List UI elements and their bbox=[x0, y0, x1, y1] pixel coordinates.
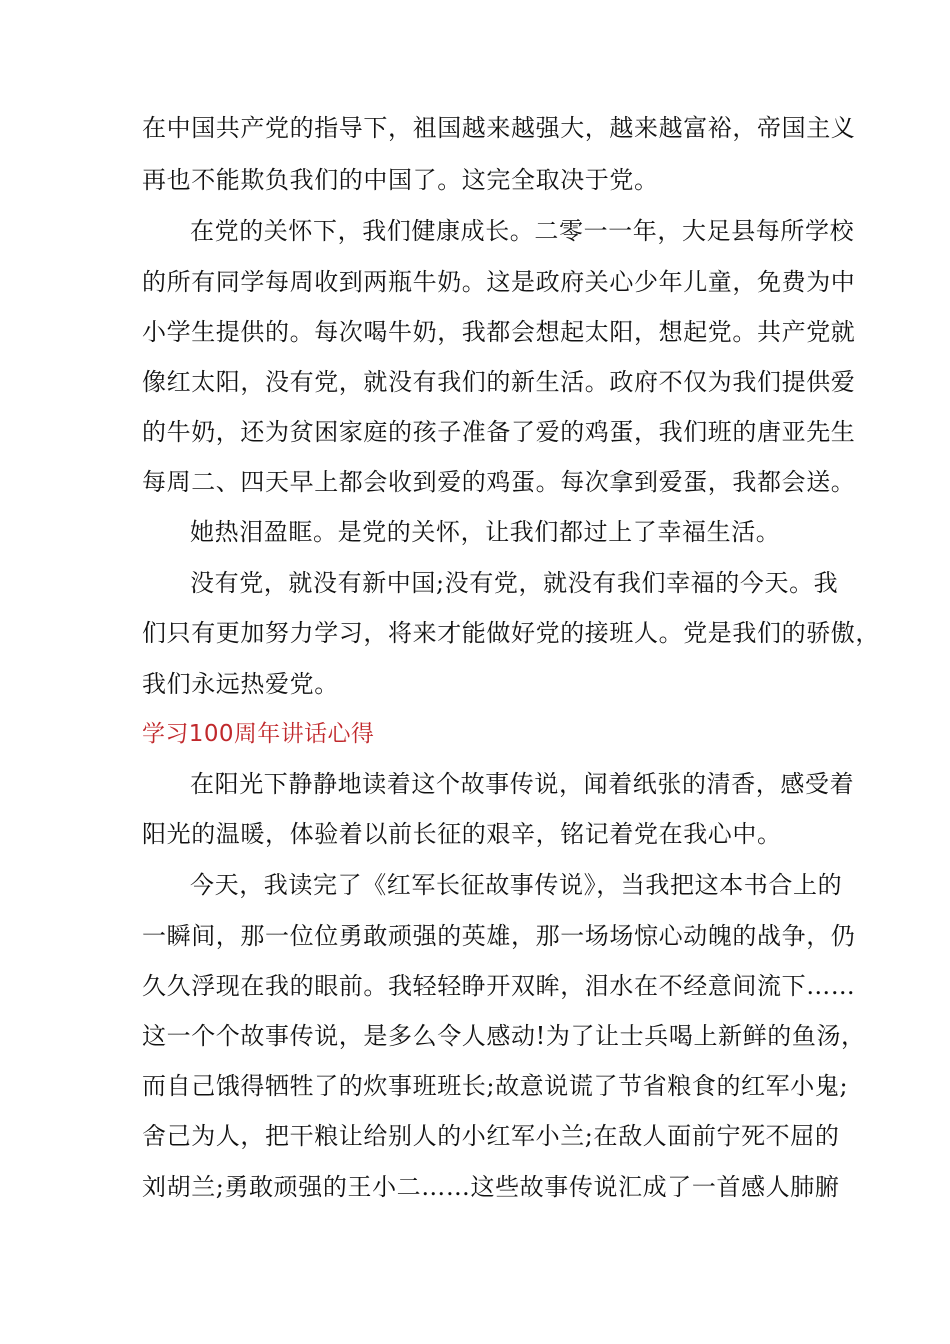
section-heading: 学习100周年讲话心得 bbox=[142, 721, 375, 747]
paragraph-line: 的牛奶，还为贫困家庭的孩子准备了爱的鸡蛋，我们班的唐亚先生 bbox=[142, 418, 856, 446]
paragraph-line: 在阳光下静静地读着这个故事传说，闻着纸张的清香，感受着 bbox=[190, 770, 855, 798]
paragraph-line: 在党的关怀下，我们健康成长。二零一一年，大足县每所学校 bbox=[190, 217, 855, 245]
paragraph-line: 每周二、四天早上都会收到爱的鸡蛋。每次拿到爱蛋，我都会送。 bbox=[142, 468, 856, 496]
paragraph-line: 我们永远热爱党。 bbox=[142, 670, 339, 698]
paragraph-line: 久久浮现在我的眼前。我轻轻睁开双眸，泪水在不经意间流下…… bbox=[142, 972, 856, 1000]
paragraph-line: 在中国共产党的指导下，祖国越来越强大，越来越富裕，帝国主义 bbox=[142, 114, 856, 142]
paragraph-line: 小学生提供的。每次喝牛奶，我都会想起太阳，想起党。共产党就 bbox=[142, 318, 856, 346]
paragraph-line: 而自己饿得牺牲了的炊事班班长;故意说谎了节省粮食的红军小鬼; bbox=[142, 1072, 849, 1100]
paragraph-line: 刘胡兰;勇敢顽强的王小二……这些故事传说汇成了一首感人肺腑 bbox=[142, 1173, 840, 1201]
paragraph-line: 没有党，就没有新中国;没有党，就没有我们幸福的今天。我 bbox=[190, 569, 839, 597]
paragraph-line: 像红太阳，没有党，就没有我们的新生活。政府不仅为我们提供爱 bbox=[142, 368, 856, 396]
paragraph-line: 这一个个故事传说，是多么令人感动!为了让士兵喝上新鲜的鱼汤， bbox=[142, 1022, 866, 1050]
paragraph-line: 舍己为人，把干粮让给别人的小红军小兰;在敌人面前宁死不屈的 bbox=[142, 1122, 840, 1150]
paragraph-line: 们只有更加努力学习，将来才能做好党的接班人。党是我们的骄傲， bbox=[142, 619, 880, 647]
paragraph-line: 阳光的温暖，体验着以前长征的艰辛，铭记着党在我心中。 bbox=[142, 820, 782, 848]
paragraph-line: 今天，我读完了《红军长征故事传说》，当我把这本书合上的 bbox=[190, 871, 843, 899]
paragraph-line: 的所有同学每周收到两瓶牛奶。这是政府关心少年儿童，免费为中 bbox=[142, 268, 856, 296]
paragraph-line: 再也不能欺负我们的中国了。这完全取决于党。 bbox=[142, 166, 659, 194]
paragraph-line: 她热泪盈眶。是党的关怀，让我们都过上了幸福生活。 bbox=[190, 518, 781, 546]
paragraph-line: 一瞬间，那一位位勇敢顽强的英雄，那一场场惊心动魄的战争，仍 bbox=[142, 922, 856, 950]
